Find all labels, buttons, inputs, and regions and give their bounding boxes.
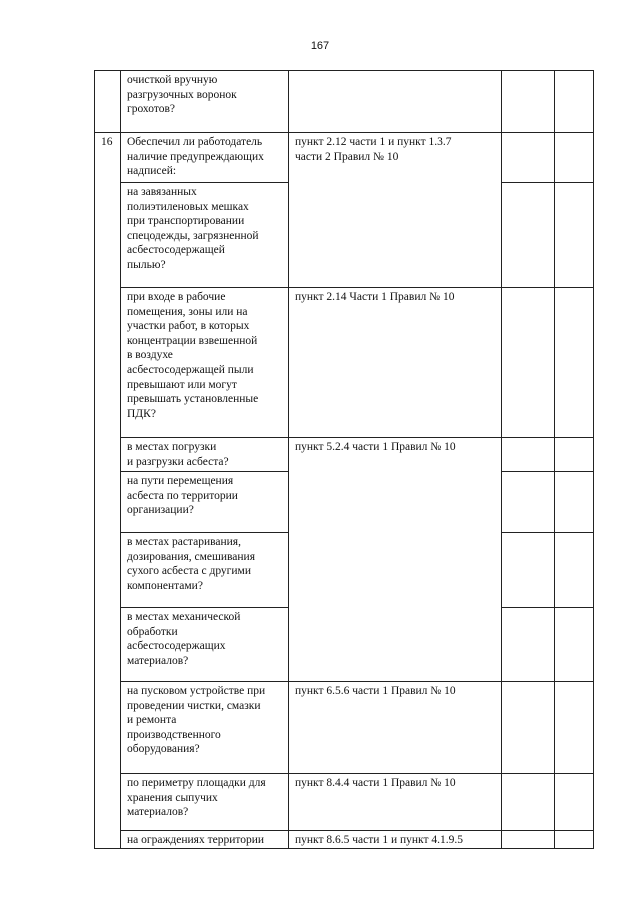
reference-cell: пункт 8.6.5 части 1 и пункт 4.1.9.5 — [295, 834, 463, 846]
row-separator — [120, 773, 594, 774]
question-cell: на завязанных полиэтиленовых мешках при транспортировании спецодежды, загрязненной асбестосодержащей пылью? — [127, 186, 259, 271]
col-divider-reference — [288, 70, 289, 848]
row-separator — [501, 182, 594, 183]
row-separator — [501, 607, 594, 608]
row-separator — [120, 681, 594, 682]
col-divider-no — [554, 70, 555, 848]
question-cell: на ограждениях территории — [127, 834, 265, 846]
question-cell: в местах погрузки и разгрузки асбеста? — [127, 441, 229, 468]
question-cell: Обеспечил ли работодатель наличие предупреждающих надписей: — [127, 136, 264, 178]
row-separator — [120, 437, 594, 438]
row-separator — [120, 607, 288, 608]
question-cell: в местах механической обработки асбестосодержащих материалов? — [127, 611, 241, 667]
row-separator — [501, 532, 594, 533]
question-cell: в местах растаривания, дозирования, смешивания сухого асбеста с другими компонентами? — [127, 536, 256, 592]
reference-cell: пункт 5.2.4 части 1 Правил № 10 — [295, 441, 456, 453]
row-separator — [94, 132, 594, 133]
table-border-right — [593, 70, 594, 848]
row-separator — [120, 532, 288, 533]
row-separator — [501, 471, 594, 472]
col-divider-yes — [501, 70, 502, 848]
row-number: 16 — [101, 136, 113, 148]
reference-cell: пункт 8.4.4 части 1 Правил № 10 — [295, 777, 456, 789]
page-number: 167 — [310, 40, 330, 52]
reference-cell: пункт 2.12 части 1 и пункт 1.3.7 части 2 Правил № 10 — [295, 136, 452, 163]
table-border-bottom — [94, 848, 594, 849]
row-separator — [120, 830, 594, 831]
row-separator — [120, 471, 288, 472]
question-cell: при входе в рабочие помещения, зоны или на участки работ, в которых концентрации взвешенной в воздухе асбестосодержащей пыли превышают или могут превышать установленные ПДК? — [127, 291, 259, 420]
question-cell: очисткой вручную разгрузочных воронок грохотов? — [127, 74, 237, 116]
question-cell: на пусковом устройстве при проведении чистки, смазки и ремонта производственного оборудования? — [127, 685, 266, 756]
table-border-left — [94, 70, 95, 848]
row-separator — [120, 182, 288, 183]
reference-cell: пункт 6.5.6 части 1 Правил № 10 — [295, 685, 456, 697]
col-divider-question — [120, 70, 121, 848]
row-separator — [120, 287, 594, 288]
reference-cell: пункт 2.14 Части 1 Правил № 10 — [295, 291, 455, 303]
question-cell: по периметру площадки для хранения сыпучих материалов? — [127, 777, 266, 819]
table-border-top — [94, 70, 594, 71]
question-cell: на пути перемещения асбеста по территории организации? — [127, 475, 238, 517]
